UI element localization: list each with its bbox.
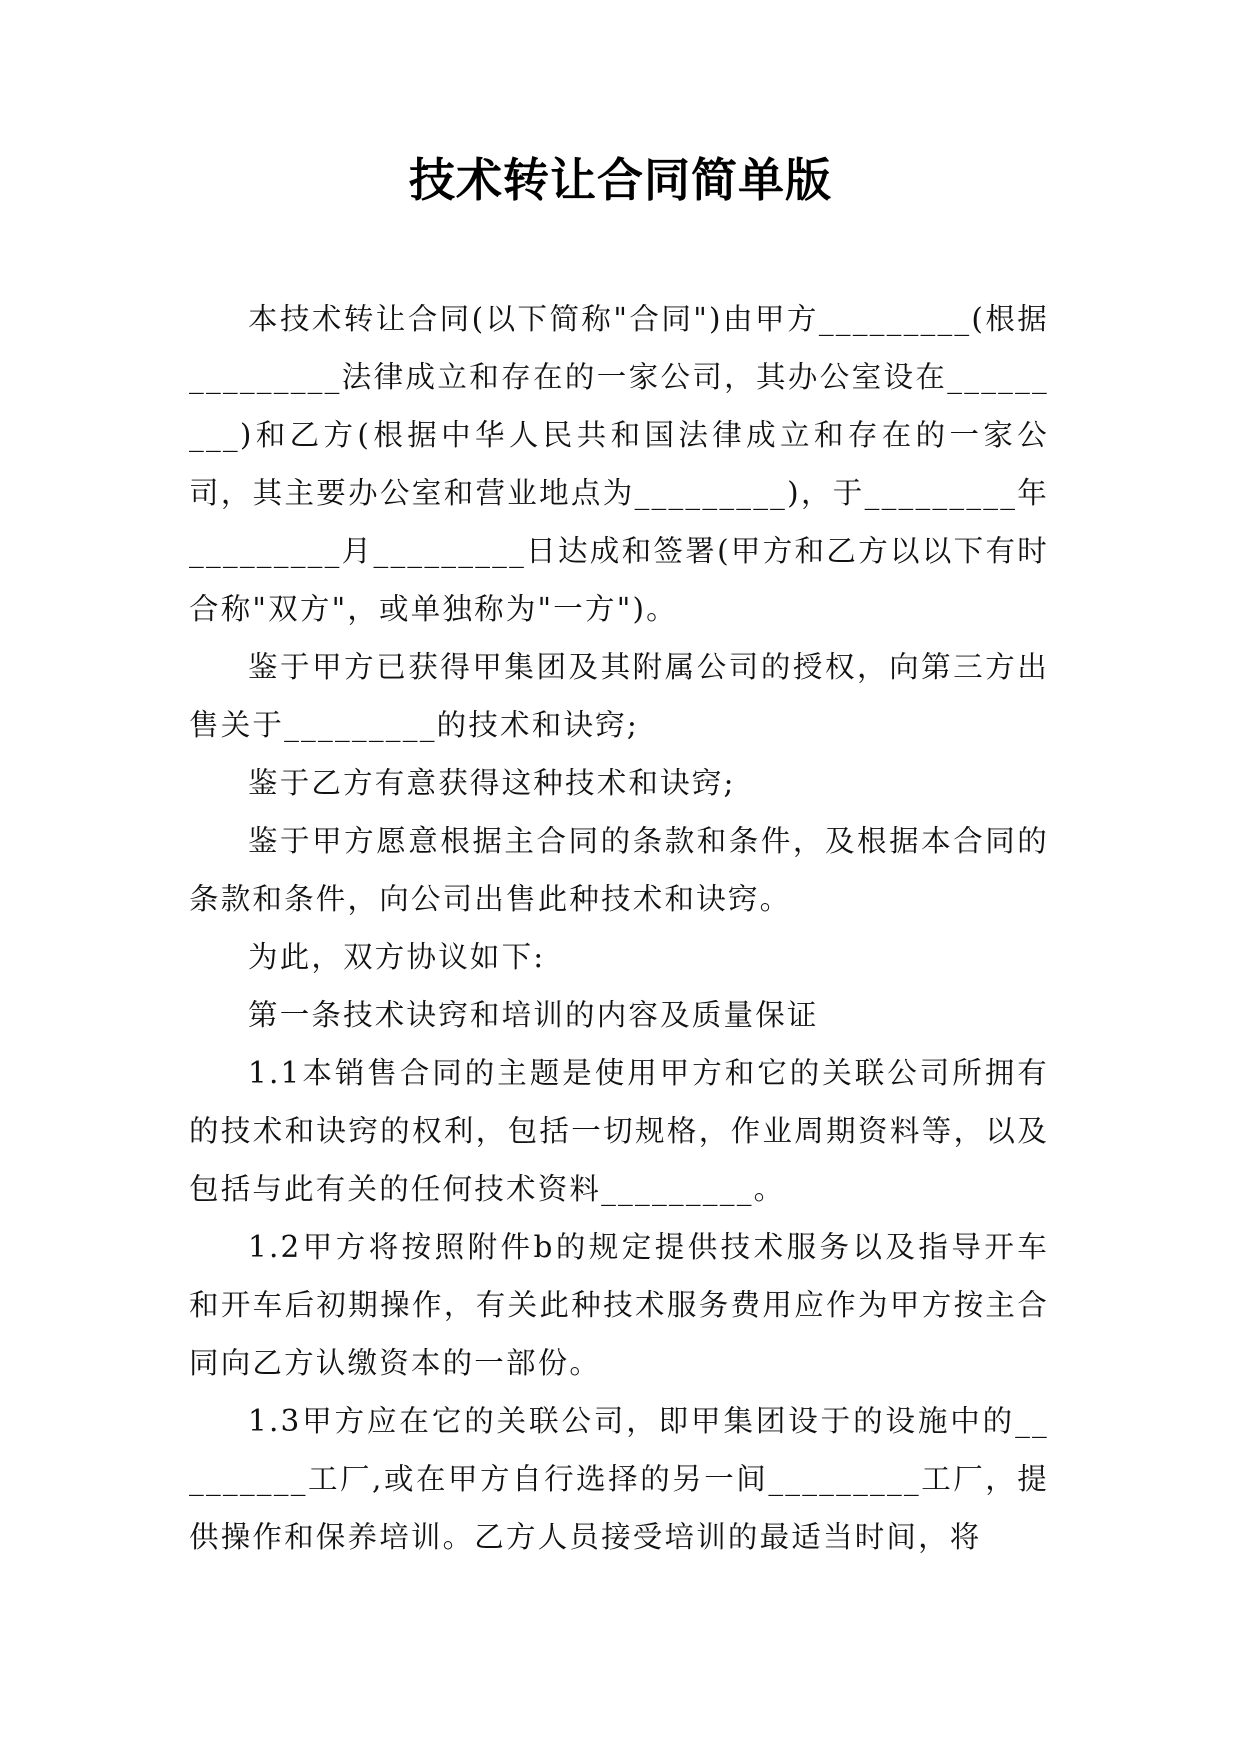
document-body [189,290,1049,1566]
paragraph-whereas-1: 鉴于甲方已获得甲集团及其附属公司的授权，向第三方出售关于_________的技术和诀窍; [189,650,1049,742]
clause-1-1: 1.1本销售合同的主题是使用甲方和它的关联公司所拥有的技术和诀窍的权利，包括一切规格，作业周期资料等，以及包括与此有关的任何技术资料_________。 [189,1056,1049,1206]
clause-1-2: 1.2甲方将按照附件b的规定提供技术服务以及指导开车和开车后初期操作，有关此种技术服务费用应作为甲方按主合同向乙方认缴资本的一部份。 [189,1230,1049,1380]
paragraph-preamble: 本技术转让合同(以下简称"合同")由甲方_________(根据_________法律成立和存在的一家公司，其办公室设在_________)和乙方(根据中华人民共和国法律成立和存在的一家公司，其主要办公室和营业地点为_________)，于_________年_________月_________日达成和签署(甲方和乙方以以下有时合称"双方"，或单独称为"一方")。 [189,302,1049,626]
paragraph-agreement: 为此，双方协议如下: [248,940,546,974]
article-1-heading: 第一条技术诀窍和培训的内容及质量保证 [248,998,819,1032]
document-title: 技术转让合同简单版 [409,153,832,207]
paragraph-whereas-2: 鉴于乙方有意获得这种技术和诀窍; [248,766,736,800]
clause-1-3: 1.3甲方应在它的关联公司，即甲集团设于的设施中的_________工厂,或在甲方自行选择的另一间_________工厂，提供操作和保养培训。乙方人员接受培训的最适当时间，将 [189,1404,1049,1554]
paragraph-whereas-3: 鉴于甲方愿意根据主合同的条款和条件，及根据本合同的条款和条件，向公司出售此种技术和诀窍。 [189,824,1049,916]
